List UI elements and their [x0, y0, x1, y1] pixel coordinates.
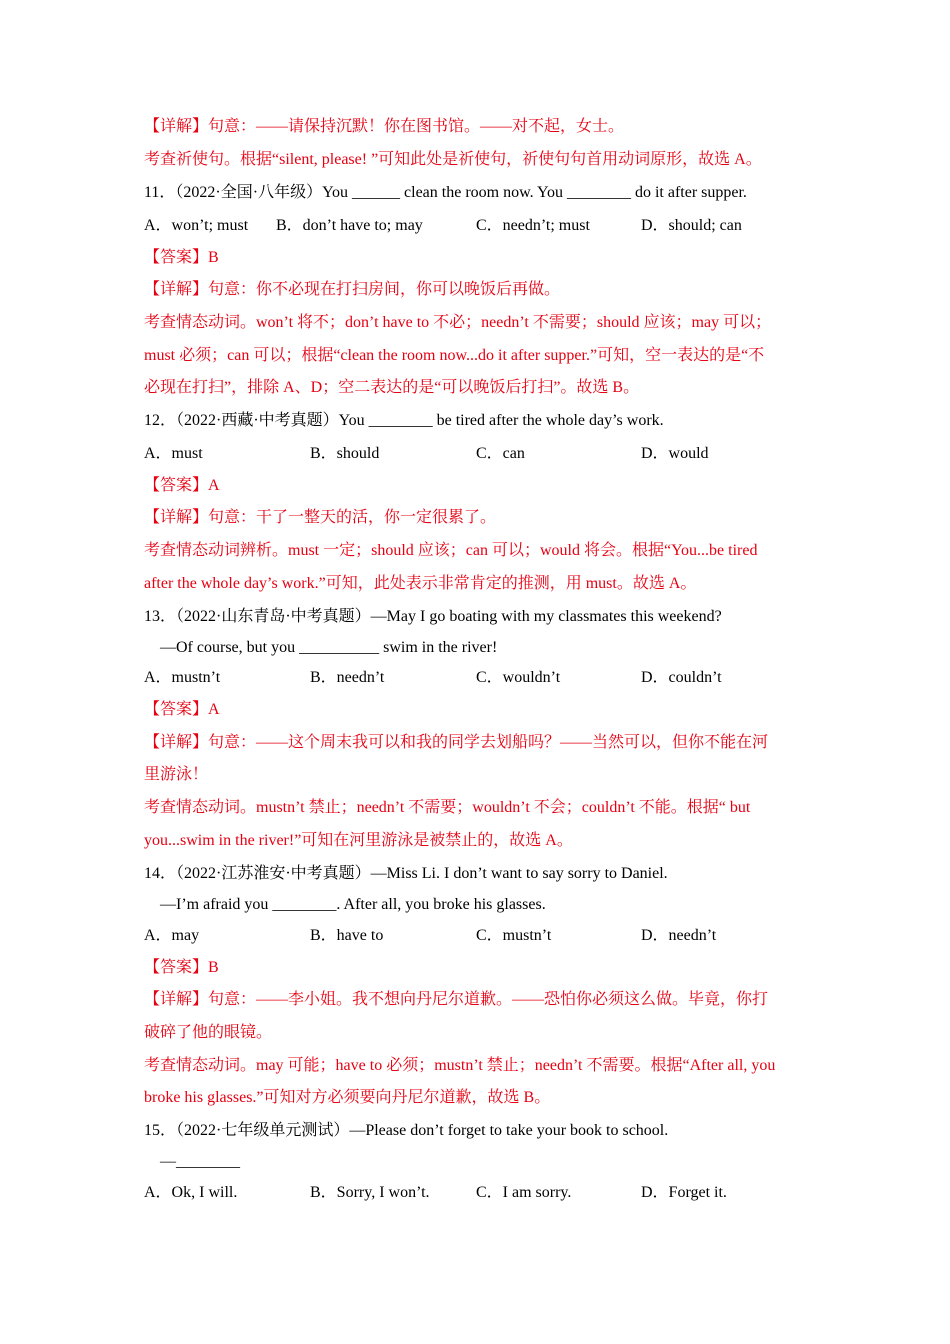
q14-answer: 【答案】B [144, 959, 219, 976]
q11-option-b: B．don’t have to; may [276, 217, 423, 234]
q12-option-c: C．can [476, 445, 525, 462]
q14-option-b: B．have to [310, 927, 384, 944]
q14-option-c: C．mustn’t [476, 927, 552, 944]
q15-option-a: A．Ok, I will. [144, 1184, 238, 1201]
q13-analysis-2: you...swim in the river!”可知在河里游泳是被禁止的，故选 A。 [144, 832, 573, 849]
question-11: 11．（2022·全国·八年级）You ______ clean the room now. You ________ do it after supper. [144, 184, 747, 201]
question-12: 12．（2022·西藏·中考真题）You ________ be tired after the whole day’s work. [144, 412, 664, 429]
q11-option-d: D．should; can [641, 217, 742, 234]
q11-option-a: A．won’t; must [144, 217, 249, 234]
q11-analysis-2: must 必须；can 可以；根据“clean the room now...do it after supper.”可知，空一表达的是“不 [144, 347, 765, 364]
q11-answer: 【答案】B [144, 249, 219, 266]
question-14: 14．（2022·江苏淮安·中考真题）—Miss Li. I don’t want to say sorry to Daniel. [144, 865, 668, 882]
q15-option-c: C．I am sorry. [476, 1184, 572, 1201]
q13-explanation-1: 【详解】句意：——这个周末我可以和我的同学去划船吗？——当然可以，但你不能在河 [144, 734, 769, 751]
q11-explanation: 【详解】句意：你不必现在打扫房间，你可以晚饭后再做。 [144, 281, 561, 298]
q14-explanation-2: 破碎了他的眼镜。 [144, 1024, 273, 1041]
q14-option-d: D．needn’t [641, 927, 717, 944]
question-14-reply: —I’m afraid you ________. After all, you broke his glasses. [160, 896, 546, 913]
q11-option-c: C．needn’t; must [476, 217, 590, 234]
question-13-reply: —Of course, but you __________ swim in the river! [160, 639, 498, 656]
q13-explanation-2: 里游泳！ [144, 766, 209, 783]
analysis-line: 考查祈使句。根据“silent, please! ”可知此处是祈使句，祈使句句首用动词原形，故选 A。 [144, 151, 762, 168]
q13-analysis-1: 考查情态动词。mustn’t 禁止；needn’t 不需要；wouldn’t 不会；couldn’t 不能。根据“ but [144, 799, 751, 816]
explanation-line: 【详解】句意：——请保持沉默！你在图书馆。——对不起，女士。 [144, 118, 625, 135]
q13-option-c: C．wouldn’t [476, 669, 561, 686]
q13-option-b: B．needn’t [310, 669, 385, 686]
q15-option-d: D．Forget it. [641, 1184, 727, 1201]
question-15: 15．（2022·七年级单元测试）—Please don’t forget to take your book to school. [144, 1122, 669, 1139]
q14-analysis-1: 考查情态动词。may 可能；have to 必须；mustn’t 禁止；needn’t 不需要。根据“After all, you [144, 1057, 776, 1074]
q11-analysis-1: 考查情态动词。won’t 将不；don’t have to 不必；needn’t 不需要；should 应该；may 可以； [144, 314, 772, 331]
q12-analysis-2: after the whole day’s work.”可知，此处表示非常肯定的推测，用 must。故选 A。 [144, 575, 697, 592]
question-13: 13．（2022·山东青岛·中考真题）—May I go boating with my classmates this weekend? [144, 608, 722, 625]
q14-explanation-1: 【详解】句意：——李小姐。我不想向丹尼尔道歉。——恐怕你必须这么做。毕竟，你打 [144, 991, 769, 1008]
q15-option-b: B．Sorry, I won’t. [310, 1184, 430, 1201]
q14-analysis-2: broke his glasses.”可知对方必须要向丹尼尔道歉，故选 B。 [144, 1089, 551, 1106]
q14-option-a: A．may [144, 927, 200, 944]
q12-option-d: D．would [641, 445, 709, 462]
q13-option-d: D．couldn’t [641, 669, 722, 686]
q12-analysis-1: 考查情态动词辨析。must 一定；should 应该；can 可以；would 将会。根据“You...be tired [144, 542, 758, 559]
question-15-reply: —________ [160, 1153, 240, 1170]
q11-analysis-3: 必现在打扫”，排除 A、D；空二表达的是“可以晚饭后打扫”。故选 B。 [144, 379, 640, 396]
q12-explanation: 【详解】句意：干了一整天的活，你一定很累了。 [144, 509, 497, 526]
q12-option-a: A．must [144, 445, 203, 462]
q13-option-a: A．mustn’t [144, 669, 221, 686]
q12-option-b: B．should [310, 445, 380, 462]
q12-answer: 【答案】A [144, 477, 220, 494]
q13-answer: 【答案】A [144, 701, 220, 718]
